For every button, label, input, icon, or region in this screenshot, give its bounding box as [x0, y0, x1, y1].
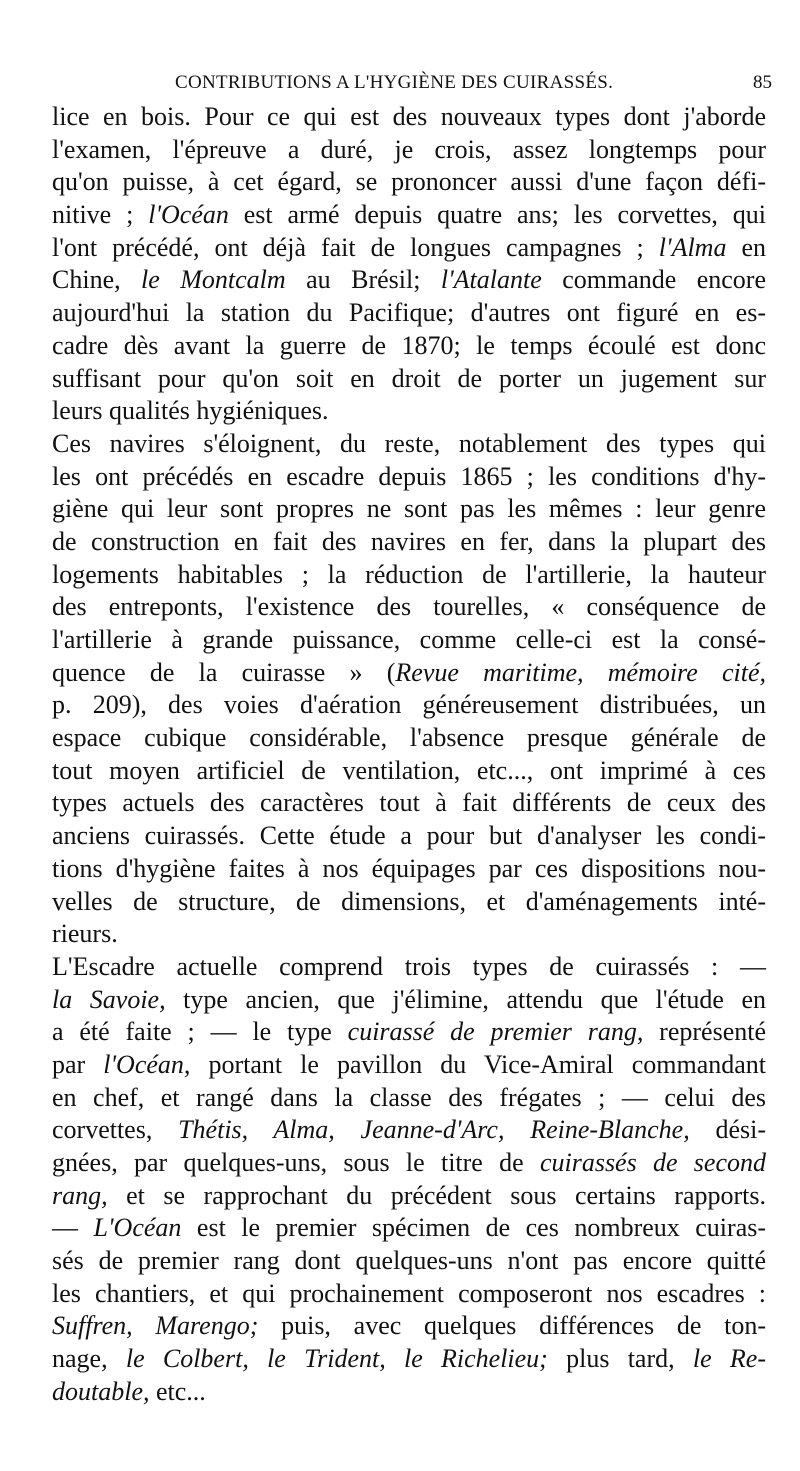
text-line [52, 918, 766, 951]
text-segment: par [52, 1049, 104, 1079]
text-segment: de construction en fait des navires en fer, dans la plupart des [52, 526, 766, 556]
text-segment: p. 209), des voies d'aération généreusement distribuées, un [52, 690, 766, 720]
text-line [52, 1114, 766, 1147]
text-segment: des entreponts, l'existence des tourelles, « conséquence de [52, 592, 766, 622]
text-segment: portant le pavillon du Vice-Amiral commandant [190, 1049, 767, 1079]
page-header [0, 66, 800, 106]
text-segment: Ces navires s'éloignent, du reste, notablement des types qui [52, 428, 766, 458]
italic-text: l'Océan [148, 200, 229, 230]
text-line [52, 428, 766, 461]
text-line [52, 1310, 766, 1343]
text-line [52, 984, 766, 1017]
italic-text: Suffren, Marengo; [52, 1311, 259, 1341]
text-segment: cadre dès avant la guerre de 1870; le temps écoulé est donc [52, 330, 766, 360]
italic-text: l'Océan, [103, 1049, 191, 1079]
italic-text: L'Océan [93, 1213, 182, 1243]
text-segment: corvettes, [52, 1115, 179, 1145]
text-segment: Chine, [52, 265, 142, 295]
text-segment: qu'on puisse, à cet égard, se prononcer aussi d'une façon défi- [52, 167, 766, 197]
text-segment: L'Escadre actuelle comprend trois types de cuirassés : — [52, 951, 766, 981]
text-segment: commande encore [541, 265, 767, 295]
text-line [52, 787, 766, 820]
text-line [52, 951, 766, 984]
text-segment: est le premier spécimen de ces nombreux cuiras- [181, 1213, 767, 1243]
text-line [52, 330, 766, 363]
text-segment: en chef, et rangé dans la classe des frégates ; — celui des [52, 1082, 766, 1112]
text-segment: rieurs. [52, 919, 118, 949]
text-line [52, 166, 766, 199]
text-line [52, 199, 766, 232]
text-line [52, 264, 766, 297]
text-line [52, 1343, 766, 1376]
text-segment: au Brésil; [285, 265, 441, 295]
text-line [52, 1016, 766, 1049]
text-segment: tout moyen artificiel de ventilation, etc..., ont imprimé à ces [52, 755, 766, 785]
text-line [52, 1082, 766, 1115]
text-segment: — [52, 1213, 94, 1243]
text-segment: les chantiers, et qui prochainement composeront nos escadres : [52, 1278, 766, 1308]
text-segment: etc... [149, 1376, 206, 1406]
italic-text: cuirassé de premier rang, [347, 1017, 644, 1047]
text-line [52, 1376, 766, 1409]
text-segment: lice en bois. Pour ce qui est des nouveaux types dont j'aborde [52, 102, 766, 131]
text-segment: quence de la cuirasse » ( [52, 657, 396, 687]
italic-text: Thétis, Alma, Jeanne-d'Arc, Reine-Blanche, [178, 1115, 690, 1145]
text-line [52, 657, 766, 690]
italic-text: Revue maritime, mémoire cité, [395, 657, 766, 687]
text-segment: aujourd'hui la station du Pacifique; d'autres ont figuré en es- [52, 298, 766, 328]
italic-text: la Savoie, [52, 984, 166, 1014]
text-line [52, 722, 766, 755]
text-line [52, 101, 766, 134]
text-line [52, 297, 766, 330]
text-line [52, 493, 766, 526]
text-line [52, 886, 766, 919]
text-line [52, 526, 766, 559]
running-title: CONTRIBUTIONS A L'HYGIÈNE DES CUIRASSÉS. [175, 72, 614, 93]
text-segment: est armé depuis quatre ans; les corvettes, qui [228, 200, 766, 230]
text-line [52, 134, 766, 167]
text-line [52, 1212, 766, 1245]
text-line [52, 232, 766, 265]
italic-text: l'Alma [658, 232, 727, 262]
italic-text: l'Atalante [440, 265, 542, 295]
text-segment: puis, avec quelques différences de ton- [258, 1311, 766, 1341]
text-segment: plus tard, [547, 1344, 693, 1374]
text-segment: a été faite ; — le type [52, 1017, 348, 1047]
text-segment: en [726, 232, 766, 262]
text-segment: l'artillerie à grande puissance, comme celle-ci est la consé- [52, 625, 766, 654]
text-line [52, 820, 766, 853]
text-line [52, 853, 766, 886]
text-line [52, 1049, 766, 1082]
text-segment: nitive ; [52, 200, 149, 230]
body-text [52, 101, 766, 1409]
text-line [52, 689, 766, 722]
text-segment: et se rapprochant du précédent sous certains rapports. [107, 1180, 766, 1210]
text-segment: anciens cuirassés. Cette étude a pour but d'analyser les condi- [52, 821, 766, 851]
italic-text: le Re- [692, 1344, 766, 1374]
text-segment: l'examen, l'épreuve a duré, je crois, assez longtemps pour [52, 134, 766, 164]
italic-text: cuirassés de second [539, 1148, 767, 1177]
text-segment: les ont précédés en escadre depuis 1865 ; les conditions d'hy- [52, 461, 766, 491]
text-line [52, 1180, 766, 1213]
text-segment: leurs qualités hygiéniques. [52, 396, 329, 426]
text-segment: dési- [689, 1115, 767, 1145]
text-segment: suffisant pour qu'on soit en droit de porter un jugement sur [52, 363, 766, 393]
text-segment: velles de structure, de dimensions, et d'aménagements inté- [52, 886, 766, 916]
italic-text: le Colbert, le Trident, le Richelieu; [125, 1344, 548, 1374]
text-line [52, 559, 766, 592]
text-segment: type ancien, que j'élimine, attendu que l'étude en [165, 984, 767, 1014]
page-number: 85 [753, 72, 772, 93]
text-line [52, 755, 766, 788]
text-segment: tions d'hygiène faites à nos équipages par ces dispositions nou- [52, 853, 766, 883]
text-segment: espace cubique considérable, l'absence presque générale de [52, 723, 766, 753]
text-segment: logements habitables ; la réduction de l'artillerie, la hauteur [52, 559, 766, 589]
text-line [52, 1147, 766, 1180]
text-segment: sés de premier rang dont quelques-uns n'ont pas encore quitté [52, 1246, 766, 1276]
italic-text: doutable, [52, 1376, 150, 1406]
text-line [52, 461, 766, 494]
text-segment: types actuels des caractères tout à fait différents de ceux des [52, 788, 766, 818]
text-segment: giène qui leur sont propres ne sont pas les mêmes : leur genre [52, 494, 766, 524]
text-line [52, 395, 766, 428]
text-line [52, 363, 766, 396]
text-segment: représenté [643, 1017, 767, 1047]
text-segment: nage, [52, 1344, 126, 1374]
text-segment: gnées, par quelques-uns, sous le titre de [52, 1148, 540, 1177]
italic-text: rang, [52, 1180, 108, 1210]
text-segment: l'ont précédé, ont déjà fait de longues campagnes ; [52, 232, 659, 262]
italic-text: le Montcalm [141, 265, 286, 295]
text-line [52, 1278, 766, 1311]
text-line [52, 591, 766, 624]
text-line [52, 624, 766, 657]
text-line [52, 1245, 766, 1278]
